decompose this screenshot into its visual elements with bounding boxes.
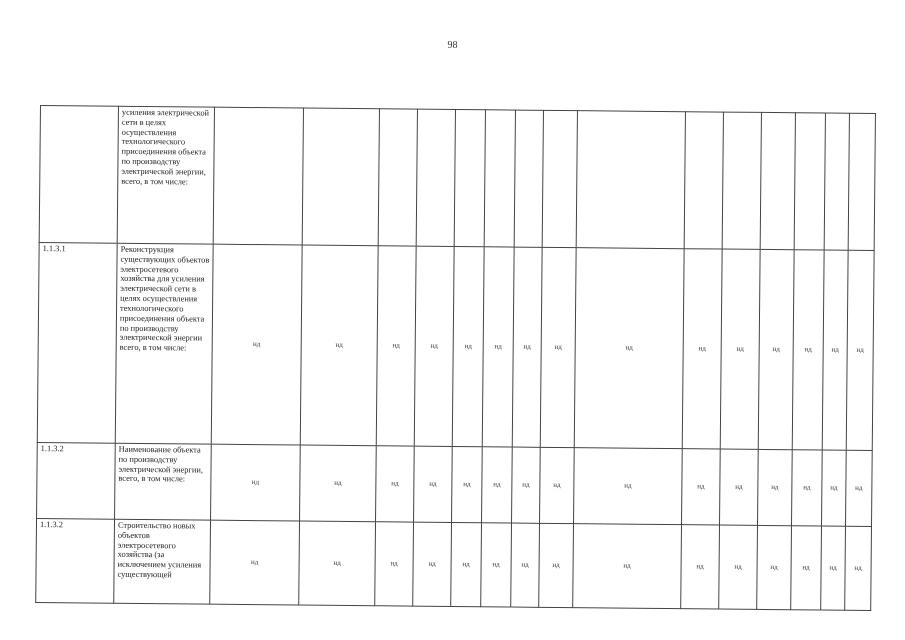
table-cell	[514, 110, 543, 247]
table-cell: нд	[482, 247, 514, 447]
row-name: усиления электрической сети в целях осуществления технологического присоединения объекта по производству электрической энергии, всего, в том числе:	[117, 106, 214, 244]
document-sheet	[35, 105, 876, 611]
row-code: 1.1.3.2	[37, 442, 116, 519]
table-cell: нд	[540, 447, 575, 523]
table-row	[39, 106, 875, 251]
table-cell	[213, 107, 303, 245]
table-cell: нд	[821, 450, 846, 526]
row-code: 1.1.3.2	[36, 518, 115, 603]
table-cell: нд	[452, 246, 484, 446]
row-name: Строительство новых объектов электросетевого хозяйства (за исключением усиления существующей	[114, 519, 211, 604]
table-cell: нд	[539, 523, 574, 607]
table-cell: нд	[413, 522, 452, 606]
table-cell: нд	[574, 448, 683, 525]
page-number: 98	[447, 40, 458, 51]
table-cell: нд	[376, 446, 415, 522]
table-cell: нд	[757, 449, 792, 525]
table-cell: нд	[414, 446, 453, 522]
table-cell: нд	[719, 449, 758, 525]
table-cell	[542, 110, 577, 247]
table-cell: нд	[845, 526, 872, 610]
table-row	[36, 518, 872, 610]
table-cell	[416, 109, 455, 246]
table-cell: нд	[376, 246, 416, 446]
table-cell: нд	[414, 246, 454, 446]
table-cell: нд	[681, 525, 720, 609]
row-code: 1.1.3.1	[37, 242, 117, 443]
table-cell: нд	[211, 444, 301, 521]
table-cell: нд	[451, 522, 482, 606]
table-cell: нд	[300, 245, 378, 446]
table-cell	[824, 113, 849, 250]
table-cell	[454, 109, 485, 246]
table-cell: нд	[682, 249, 722, 449]
table-cell: нд	[375, 522, 414, 606]
table-cell: нд	[540, 247, 576, 447]
row-code	[39, 106, 118, 244]
row-name: Наименование объекта по производству электрической энергии, всего, в том числе:	[115, 443, 212, 520]
table-cell: нд	[791, 450, 822, 526]
table-cell: нд	[791, 526, 822, 610]
table-cell	[378, 109, 417, 246]
table-cell: нд	[512, 247, 542, 447]
table-cell: нд	[299, 521, 376, 606]
table-cell: нд	[822, 250, 848, 450]
table-cell: нд	[846, 250, 874, 450]
table-cell: нд	[512, 447, 541, 523]
table-cell: нд	[211, 244, 302, 445]
table-cell: нд	[792, 250, 824, 450]
table-cell: нд	[757, 525, 792, 609]
table-cell: нд	[452, 446, 483, 522]
table-cell	[484, 110, 515, 247]
table-cell: нд	[210, 520, 300, 605]
table-row	[37, 442, 873, 526]
data-table	[35, 105, 876, 611]
table-cell: нд	[574, 248, 684, 449]
table-cell: нд	[482, 447, 513, 523]
table-cell: нд	[821, 526, 846, 610]
table-cell	[302, 108, 379, 246]
table-row	[37, 242, 874, 450]
table-cell: нд	[682, 449, 721, 525]
table-cell: нд	[511, 523, 540, 607]
table-cell	[684, 112, 723, 249]
table-cell	[794, 113, 825, 250]
table-cell: нд	[300, 445, 377, 522]
table-cell: нд	[719, 525, 758, 609]
table-cell: нд	[720, 249, 760, 449]
table-cell: нд	[758, 249, 794, 449]
table-cell	[848, 113, 875, 250]
table-cell	[760, 112, 795, 249]
row-name: Реконструкция существующих объектов электросетевого хозяйства для усиления электрической сети в целях осуществления технологического присоединения объекта по производству электрической энергии всего, в том числе:	[115, 243, 213, 444]
table-cell: нд	[845, 450, 872, 526]
table-cell	[576, 111, 685, 249]
table-cell: нд	[481, 523, 512, 607]
table-cell: нд	[573, 524, 682, 609]
table-cell	[722, 112, 761, 249]
